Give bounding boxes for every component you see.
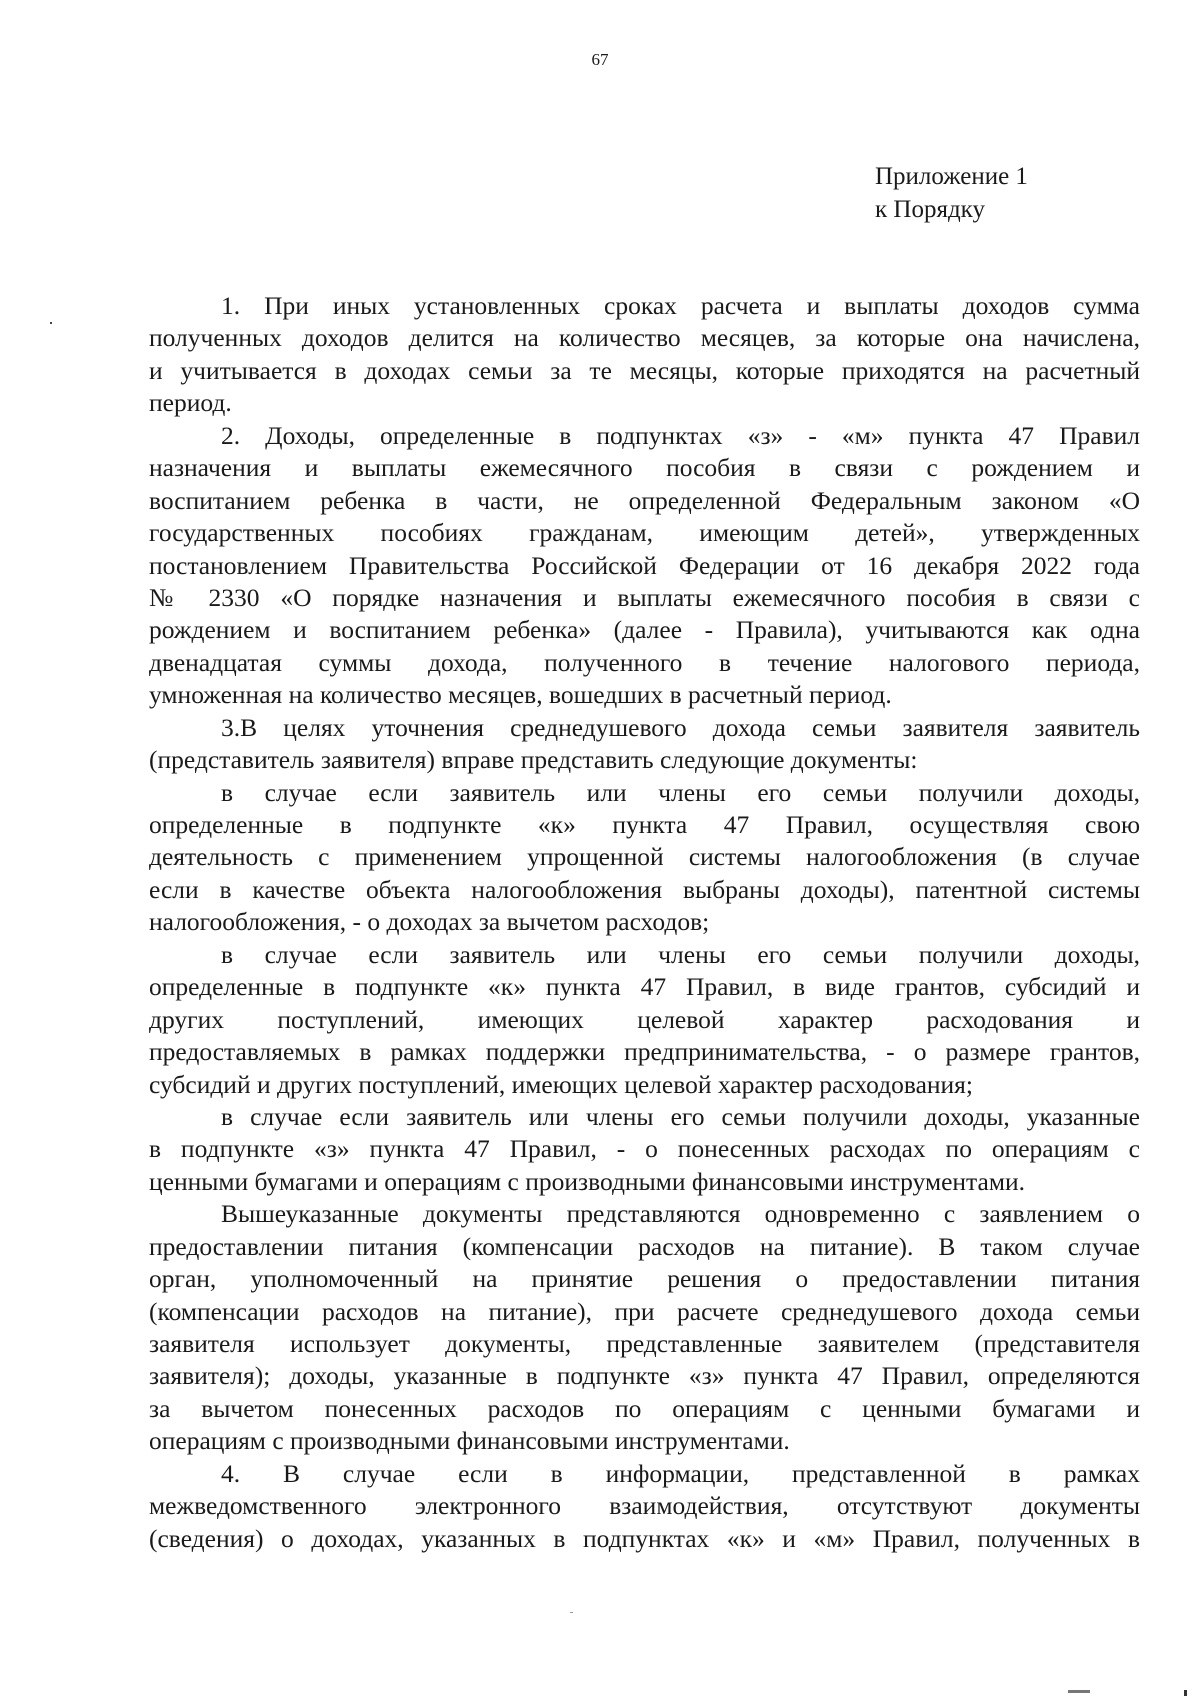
paragraph-line: налогообложения, - о доходах за вычетом расходов; bbox=[149, 907, 710, 937]
paragraph-line: № 2330 «О порядке назначения и выплаты ежемесячного пособия в связи с bbox=[149, 582, 1140, 612]
paragraph-line: в подпункте «з» пункта 47 Правил, - о понесенных расходах по операциям с bbox=[149, 1134, 1140, 1164]
scan-speck bbox=[570, 1612, 573, 1613]
paragraph bbox=[149, 1198, 1140, 1458]
paragraph bbox=[149, 420, 1140, 712]
paragraph-line: период. bbox=[149, 388, 232, 418]
paragraph-line: заявителя использует документы, представленные заявителем (представителя bbox=[149, 1329, 1140, 1358]
paragraph-line: Вышеуказанные документы представляются одновременно с заявлением о bbox=[221, 1199, 1140, 1229]
paragraph-line: предоставлении питания (компенсации расходов на питание). В таком случае bbox=[149, 1231, 1140, 1261]
paragraph-line: субсидий и других поступлений, имеющих целевой характер расходования; bbox=[149, 1069, 973, 1099]
appendix-header bbox=[875, 160, 1028, 226]
paragraph-line: операциям с производными финансовыми инструментами. bbox=[149, 1426, 790, 1456]
paragraph-line: других поступлений, имеющих целевой характер расходования и bbox=[149, 1004, 1140, 1034]
page-number: 67 bbox=[591, 50, 609, 69]
paragraph-line: если в качестве объекта налогообложения выбраны доходы), патентной системы bbox=[149, 874, 1140, 904]
scan-speck bbox=[1068, 1690, 1090, 1693]
paragraph-line: 3.В целях уточнения среднедушевого дохода семьи заявителя заявитель bbox=[221, 712, 1140, 742]
paragraph bbox=[149, 290, 1140, 420]
paragraph-line: государственных пособиях гражданам, имеющим детей», утвержденных bbox=[149, 518, 1140, 548]
paragraph-line: воспитанием ребенка в части, не определенной Федеральным законом «О bbox=[149, 485, 1140, 515]
paragraph-line: умноженная на количество месяцев, вошедших в расчетный период. bbox=[149, 680, 892, 710]
paragraph bbox=[149, 712, 1140, 777]
paragraph-line: в случае если заявитель или члены его семьи получили доходы, указанные bbox=[221, 1101, 1140, 1131]
appendix-title: Приложение 1 bbox=[875, 163, 1028, 190]
paragraph-line: заявителя); доходы, указанные в подпункте «з» пункта 47 Правил, определяются bbox=[149, 1361, 1140, 1391]
paragraph-line: в случае если заявитель или члены его семьи получили доходы, bbox=[221, 777, 1140, 807]
scan-speck bbox=[1184, 1690, 1187, 1696]
paragraph bbox=[149, 1101, 1140, 1198]
paragraph-line: двенадцатая суммы дохода, полученного в течение налогового периода, bbox=[149, 647, 1140, 677]
paragraph-line: определенные в подпункте «к» пункта 47 Правил, осуществляя свою bbox=[149, 810, 1140, 839]
paragraph-line: полученных доходов делится на количество месяцев, за которые она начислена, bbox=[149, 323, 1140, 353]
paragraph-line: в случае если заявитель или члены его семьи получили доходы, bbox=[221, 939, 1140, 969]
paragraph-line: (представитель заявителя) вправе представить следующие документы: bbox=[149, 745, 918, 775]
paragraph-line: орган, уполномоченный на принятие решения о предоставлении питания bbox=[149, 1264, 1140, 1294]
paragraph-line: рождением и воспитанием ребенка» (далее - Правила), учитываются как одна bbox=[149, 615, 1140, 645]
appendix-subtitle: к Порядку bbox=[875, 196, 985, 223]
document-body bbox=[149, 290, 1140, 1555]
paragraph-line: 4. В случае если в информации, представленной в рамках bbox=[221, 1458, 1140, 1488]
paragraph bbox=[149, 939, 1140, 1101]
paragraph-line: назначения и выплаты ежемесячного пособия в связи с рождением и bbox=[149, 453, 1140, 483]
paragraph-line: 1. При иных установленных сроках расчета и выплаты доходов сумма bbox=[221, 291, 1140, 320]
paragraph bbox=[149, 777, 1140, 939]
paragraph-line: определенные в подпункте «к» пункта 47 Правил, в виде грантов, субсидий и bbox=[149, 972, 1140, 1002]
paragraph-line: (компенсации расходов на питание), при расчете среднедушевого дохода семьи bbox=[149, 1296, 1140, 1326]
paragraph-line: межведомственного электронного взаимодействия, отсутствуют документы bbox=[149, 1491, 1140, 1521]
paragraph-line: предоставляемых в рамках поддержки предпринимательства, - о размере грантов, bbox=[149, 1037, 1140, 1067]
paragraph-line: деятельность с применением упрощенной системы налогообложения (в случае bbox=[149, 842, 1140, 872]
paragraph-line: (сведения) о доходах, указанных в подпунктах «к» и «м» Правил, полученных в bbox=[149, 1523, 1140, 1553]
paragraph-line: за вычетом понесенных расходов по операциям с ценными бумагами и bbox=[149, 1393, 1140, 1423]
paragraph-line: 2. Доходы, определенные в подпунктах «з» - «м» пункта 47 Правил bbox=[221, 420, 1140, 450]
paragraph-line: постановлением Правительства Российской Федерации от 16 декабря 2022 года bbox=[149, 550, 1140, 580]
paragraph-line: и учитывается в доходах семьи за те месяцы, которые приходятся на расчетный bbox=[149, 355, 1140, 385]
paragraph bbox=[149, 1458, 1140, 1555]
paragraph-line: ценными бумагами и операциям с производными финансовыми инструментами. bbox=[149, 1166, 1025, 1196]
scan-speck bbox=[50, 322, 52, 324]
